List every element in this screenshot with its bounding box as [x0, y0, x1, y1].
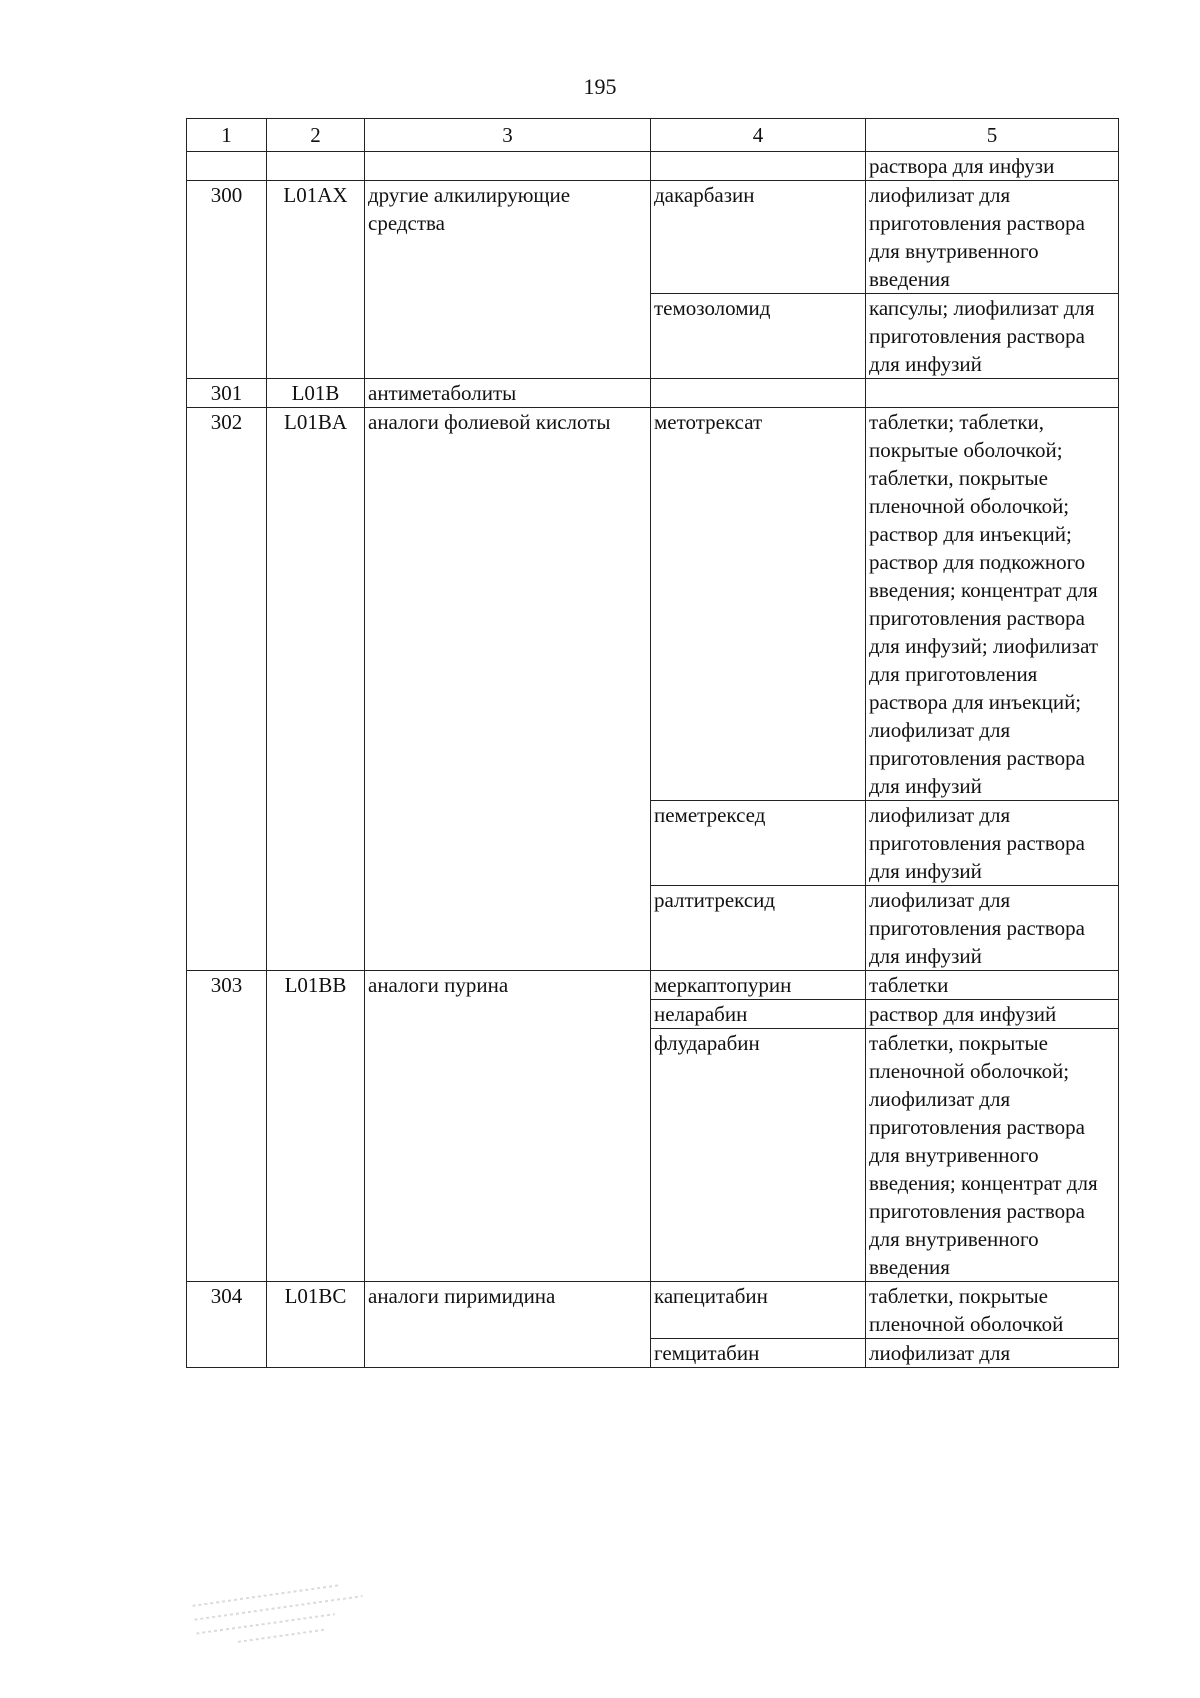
drug-table [186, 118, 1119, 1368]
table-row [187, 971, 1119, 1000]
continuation-row [187, 152, 1119, 181]
cell-form: лиофилизат для приготовления раствора для инфузий [866, 886, 1119, 971]
cell-drug: дакарбазин [651, 181, 866, 294]
cell-drug: метотрексат [651, 408, 866, 801]
cell-drug: ралтитрексид [651, 886, 866, 971]
table-row [187, 408, 1119, 801]
cell-group: аналоги пиримидина [365, 1282, 651, 1368]
cell-drug: темозоломид [651, 294, 866, 379]
cell-group: другие алкилирующие средства [365, 181, 651, 379]
cell-group: аналоги фолиевой кислоты [365, 408, 651, 971]
header-cell-3: 3 [365, 119, 651, 152]
cell-drug: неларабин [651, 1000, 866, 1029]
cell-drug [651, 379, 866, 408]
cell-num: 301 [187, 379, 267, 408]
cell-code: L01BA [267, 408, 365, 971]
cell-form: таблетки, покрытые пленочной оболочкой [866, 1282, 1119, 1339]
header-cell-4: 4 [651, 119, 866, 152]
cell-group [365, 152, 651, 181]
cell-form: лиофилизат для приготовления раствора для внутривенного введения [866, 181, 1119, 294]
header-row [187, 119, 1119, 152]
table-row [187, 379, 1119, 408]
cell-num: 303 [187, 971, 267, 1282]
cell-form: таблетки, покрытые пленочной оболочкой; лиофилизат для приготовления раствора для внутривенного введения; концентрат для приготовления раствора для внутривенного введения [866, 1029, 1119, 1282]
cell-form: лиофилизат для [866, 1339, 1119, 1368]
cell-num: 300 [187, 181, 267, 379]
header-cell-2: 2 [267, 119, 365, 152]
cell-code [267, 152, 365, 181]
cell-drug: меркаптопурин [651, 971, 866, 1000]
cell-form: таблетки; таблетки, покрытые оболочкой; таблетки, покрытые пленочной оболочкой; раствор для инъекций; раствор для подкожного введения; концентрат для приготовления раствора для инфузий; лиофилизат для приготовления раствора для инъекций; лиофилизат для приготовления раствора для инфузий [866, 408, 1119, 801]
cell-drug [651, 152, 866, 181]
cell-num: 302 [187, 408, 267, 971]
cell-drug: флударабин [651, 1029, 866, 1282]
cell-drug: гемцитабин [651, 1339, 866, 1368]
cell-num: 304 [187, 1282, 267, 1368]
cell-group: антиметаболиты [365, 379, 651, 408]
cell-form: таблетки [866, 971, 1119, 1000]
cell-drug: пеметрексед [651, 801, 866, 886]
table-row [187, 181, 1119, 294]
table-body [187, 152, 1119, 1368]
table-row [187, 1282, 1119, 1339]
cell-form [866, 379, 1119, 408]
cell-code: L01B [267, 379, 365, 408]
cell-code: L01AX [267, 181, 365, 379]
header-cell-1: 1 [187, 119, 267, 152]
cell-form: раствора для инфузи [866, 152, 1119, 181]
cell-code: L01BC [267, 1282, 365, 1368]
page-number: 195 [583, 74, 617, 99]
cell-drug: капецитабин [651, 1282, 866, 1339]
header-cell-5: 5 [866, 119, 1119, 152]
cell-group: аналоги пурина [365, 971, 651, 1282]
cell-form: капсулы; лиофилизат для приготовления раствора для инфузий [866, 294, 1119, 379]
stamp-mark [191, 1568, 382, 1682]
cell-form: раствор для инфузий [866, 1000, 1119, 1029]
cell-num [187, 152, 267, 181]
cell-code: L01BB [267, 971, 365, 1282]
cell-form: лиофилизат для приготовления раствора для инфузий [866, 801, 1119, 886]
